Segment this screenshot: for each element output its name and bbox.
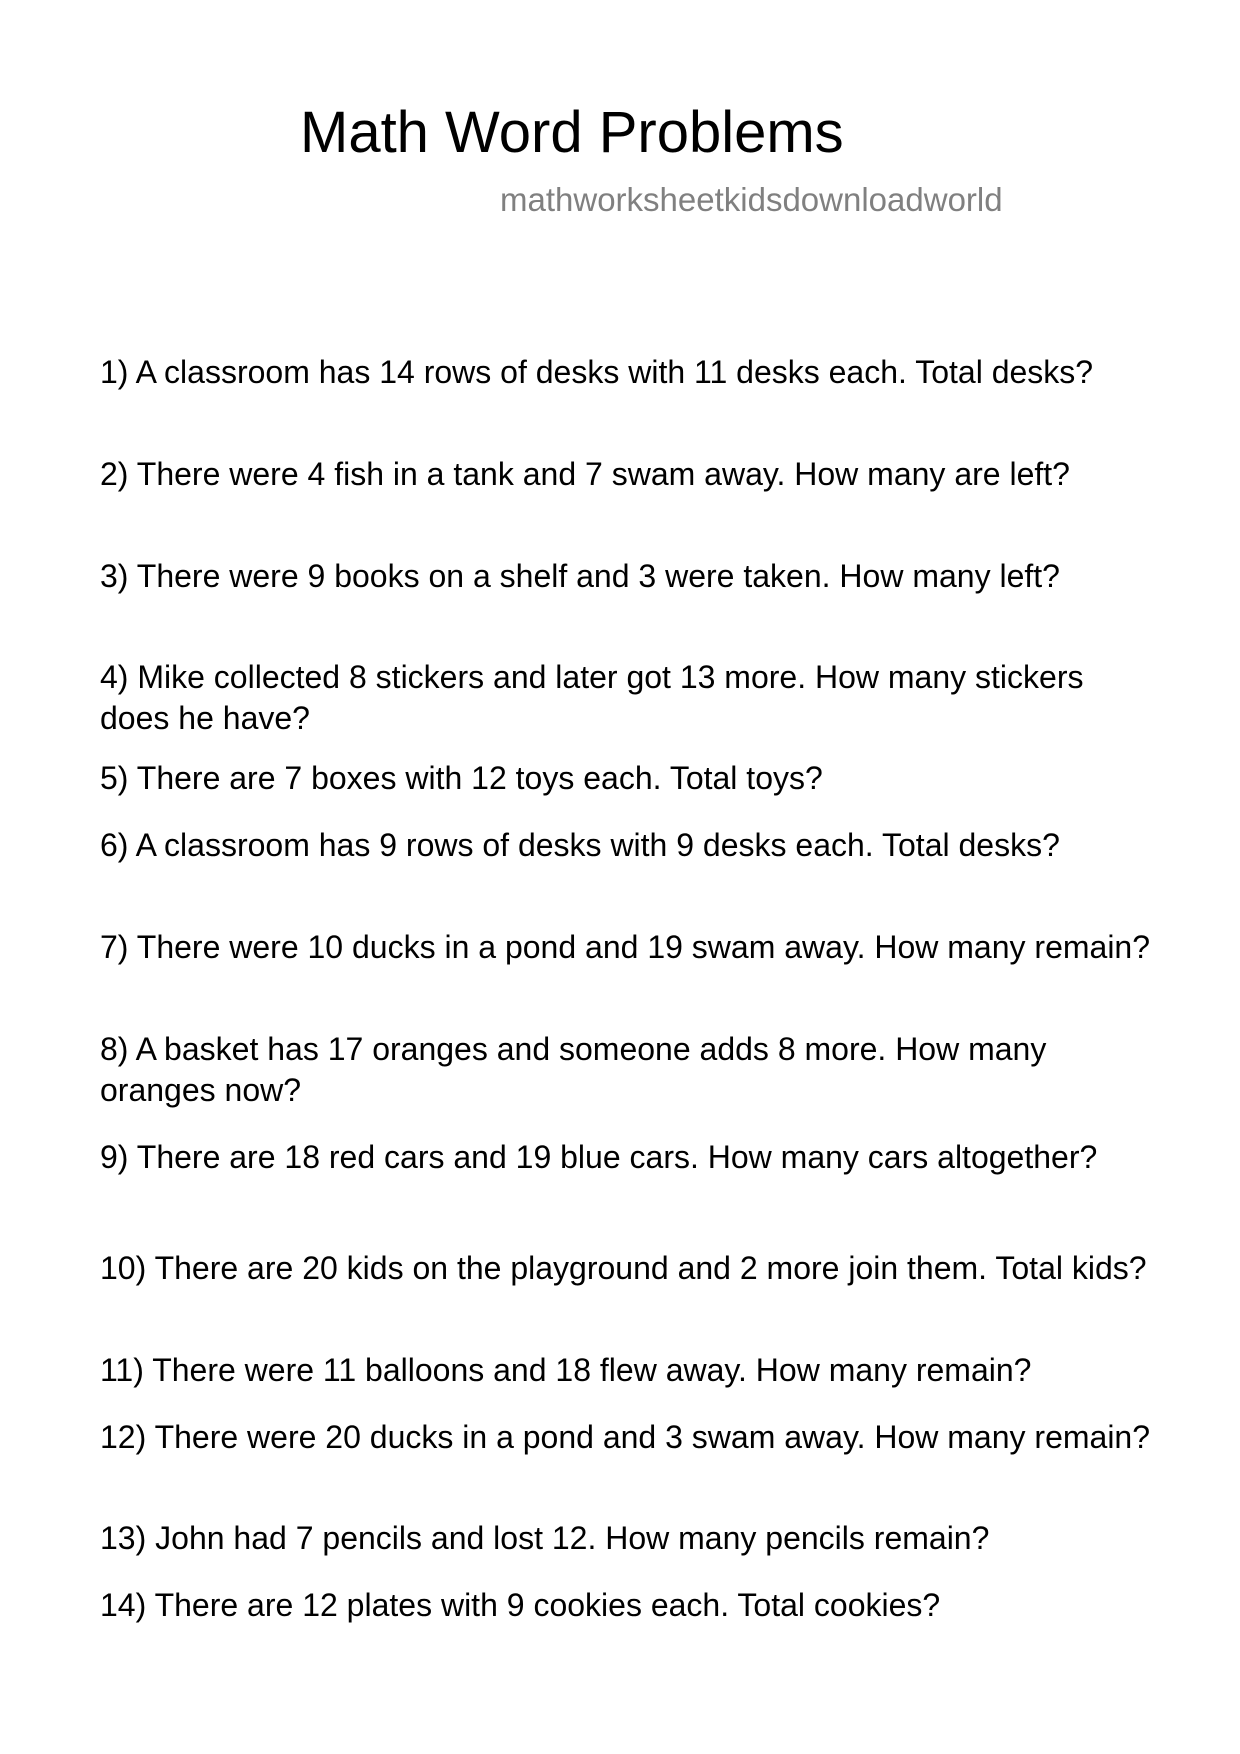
problem-item: 2) There were 4 fish in a tank and 7 swam away. How many are left? [100,456,1070,492]
problem-item: 8) A basket has 17 oranges and someone adds 8 more. How many oranges now? [100,1031,1047,1108]
problem-item: 9) There are 18 red cars and 19 blue cars. How many cars altogether? [100,1139,1098,1175]
page-title: Math Word Problems [300,100,844,165]
source-watermark: mathworksheetkidsdownloadworld [500,181,1003,218]
problem-item: 10) There are 20 kids on the playground and 2 more join them. Total kids? [100,1250,1147,1286]
problem-item: 6) A classroom has 9 rows of desks with 9 desks each. Total desks? [100,827,1060,863]
problem-item: 13) John had 7 pencils and lost 12. How many pencils remain? [100,1520,990,1556]
problem-item: 12) There were 20 ducks in a pond and 3 swam away. How many remain? [100,1419,1151,1455]
problem-item: 14) There are 12 plates with 9 cookies each. Total cookies? [100,1587,941,1623]
problem-item: 4) Mike collected 8 stickers and later got 13 more. How many stickers does he have? [100,659,1084,736]
problem-item: 1) A classroom has 14 rows of desks with 11 desks each. Total desks? [100,354,1094,390]
problem-item: 7) There were 10 ducks in a pond and 19 swam away. How many remain? [100,929,1151,965]
problem-item: 5) There are 7 boxes with 12 toys each. Total toys? [100,760,823,796]
problem-item: 3) There were 9 books on a shelf and 3 were taken. How many left? [100,558,1060,594]
problem-item: 11) There were 11 balloons and 18 flew away. How many remain? [100,1352,1032,1388]
